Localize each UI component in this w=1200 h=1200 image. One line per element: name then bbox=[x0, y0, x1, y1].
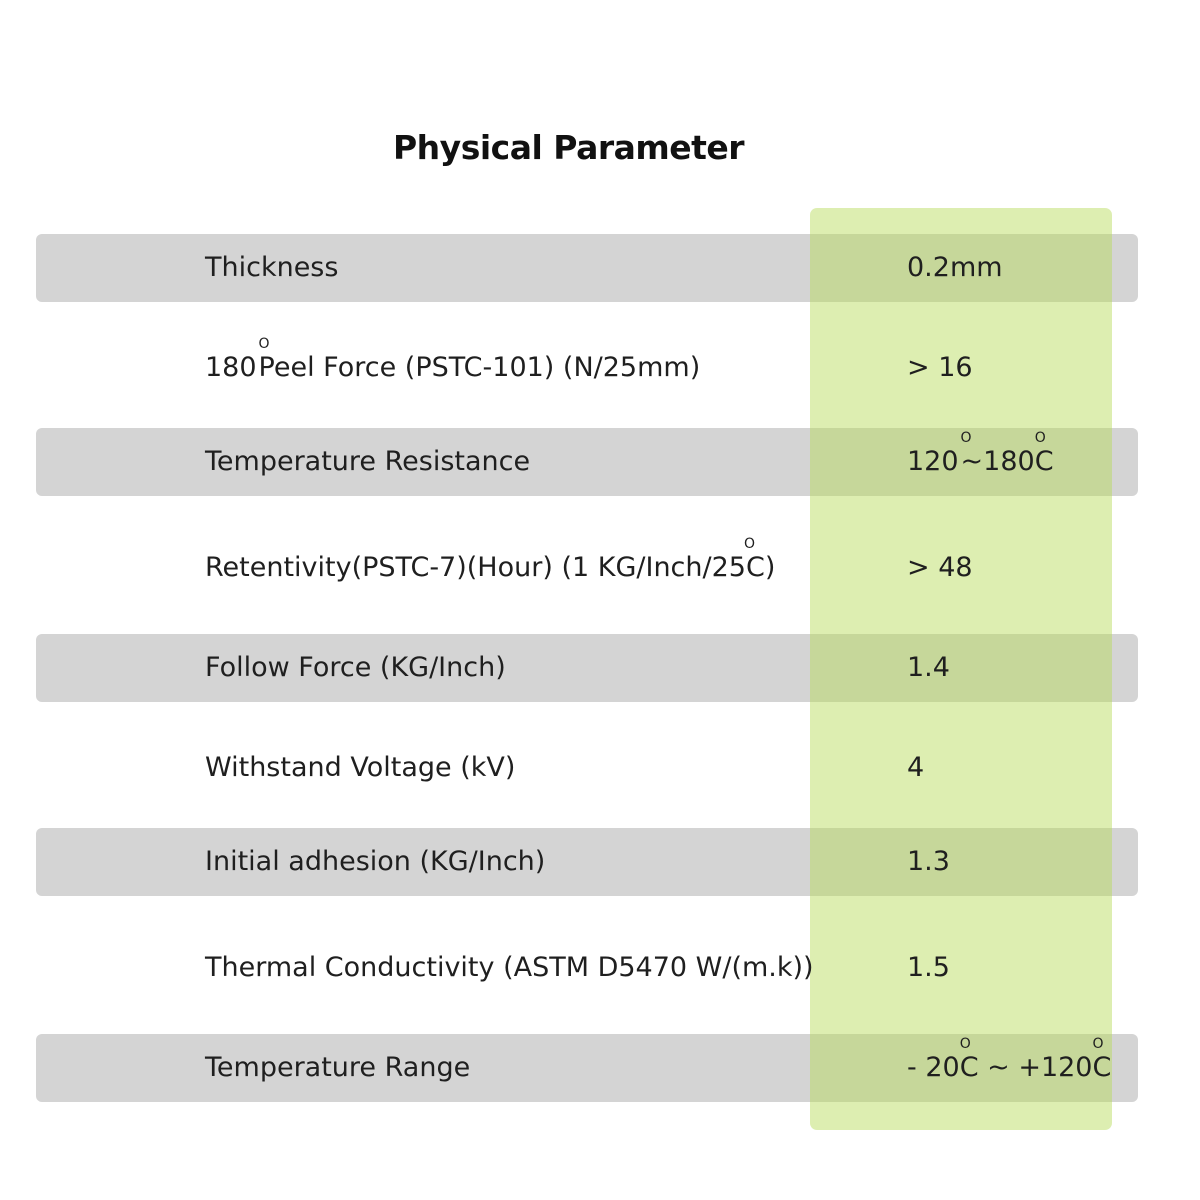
label-part: C) bbox=[745, 552, 776, 583]
page-title: Physical Parameter bbox=[393, 128, 745, 167]
value-part: ~180 bbox=[960, 446, 1035, 477]
param-value-withstand-voltage: 4 bbox=[907, 752, 925, 783]
param-label-thickness: Thickness bbox=[205, 252, 339, 283]
param-label-follow-force: Follow Force (KG/Inch) bbox=[205, 652, 506, 683]
param-label-temperature-resistance: Temperature Resistance bbox=[205, 446, 531, 477]
param-value-temperature-range: - 20OC ~ +120OC bbox=[907, 1036, 1112, 1083]
value-part: C bbox=[1092, 1052, 1112, 1083]
param-label-thermal-conductivity: Thermal Conductivity (ASTM D5470 W/(m.k)) bbox=[205, 952, 814, 983]
value-part: 120 bbox=[907, 446, 959, 477]
param-value-follow-force: 1.4 bbox=[907, 652, 950, 683]
param-value-peel-force: > 16 bbox=[907, 352, 973, 383]
label-part: Retentivity(PSTC-7)(Hour) (1 KG/Inch/25 bbox=[205, 552, 746, 583]
param-value-thickness: 0.2mm bbox=[907, 252, 1003, 283]
param-label-peel-force: 180OPeel Force (PSTC-101) (N/25mm) bbox=[205, 336, 701, 383]
param-value-temperature-resistance: 120O~180OC bbox=[907, 430, 1054, 477]
param-value-retentivity: > 48 bbox=[907, 552, 973, 583]
param-label-initial-adhesion: Initial adhesion (KG/Inch) bbox=[205, 846, 546, 877]
label-part: 180 bbox=[205, 352, 257, 383]
label-part: Peel Force (PSTC-101) (N/25mm) bbox=[258, 352, 701, 383]
value-part: C bbox=[1034, 446, 1054, 477]
param-label-withstand-voltage: Withstand Voltage (kV) bbox=[205, 752, 516, 783]
param-value-thermal-conductivity: 1.5 bbox=[907, 952, 950, 983]
param-label-temperature-range: Temperature Range bbox=[205, 1052, 471, 1083]
param-value-initial-adhesion: 1.3 bbox=[907, 846, 950, 877]
param-label-retentivity: Retentivity(PSTC-7)(Hour) (1 KG/Inch/25OC) bbox=[205, 536, 776, 583]
value-part: - 20 bbox=[907, 1052, 960, 1083]
value-part: C ~ +120 bbox=[959, 1052, 1093, 1083]
